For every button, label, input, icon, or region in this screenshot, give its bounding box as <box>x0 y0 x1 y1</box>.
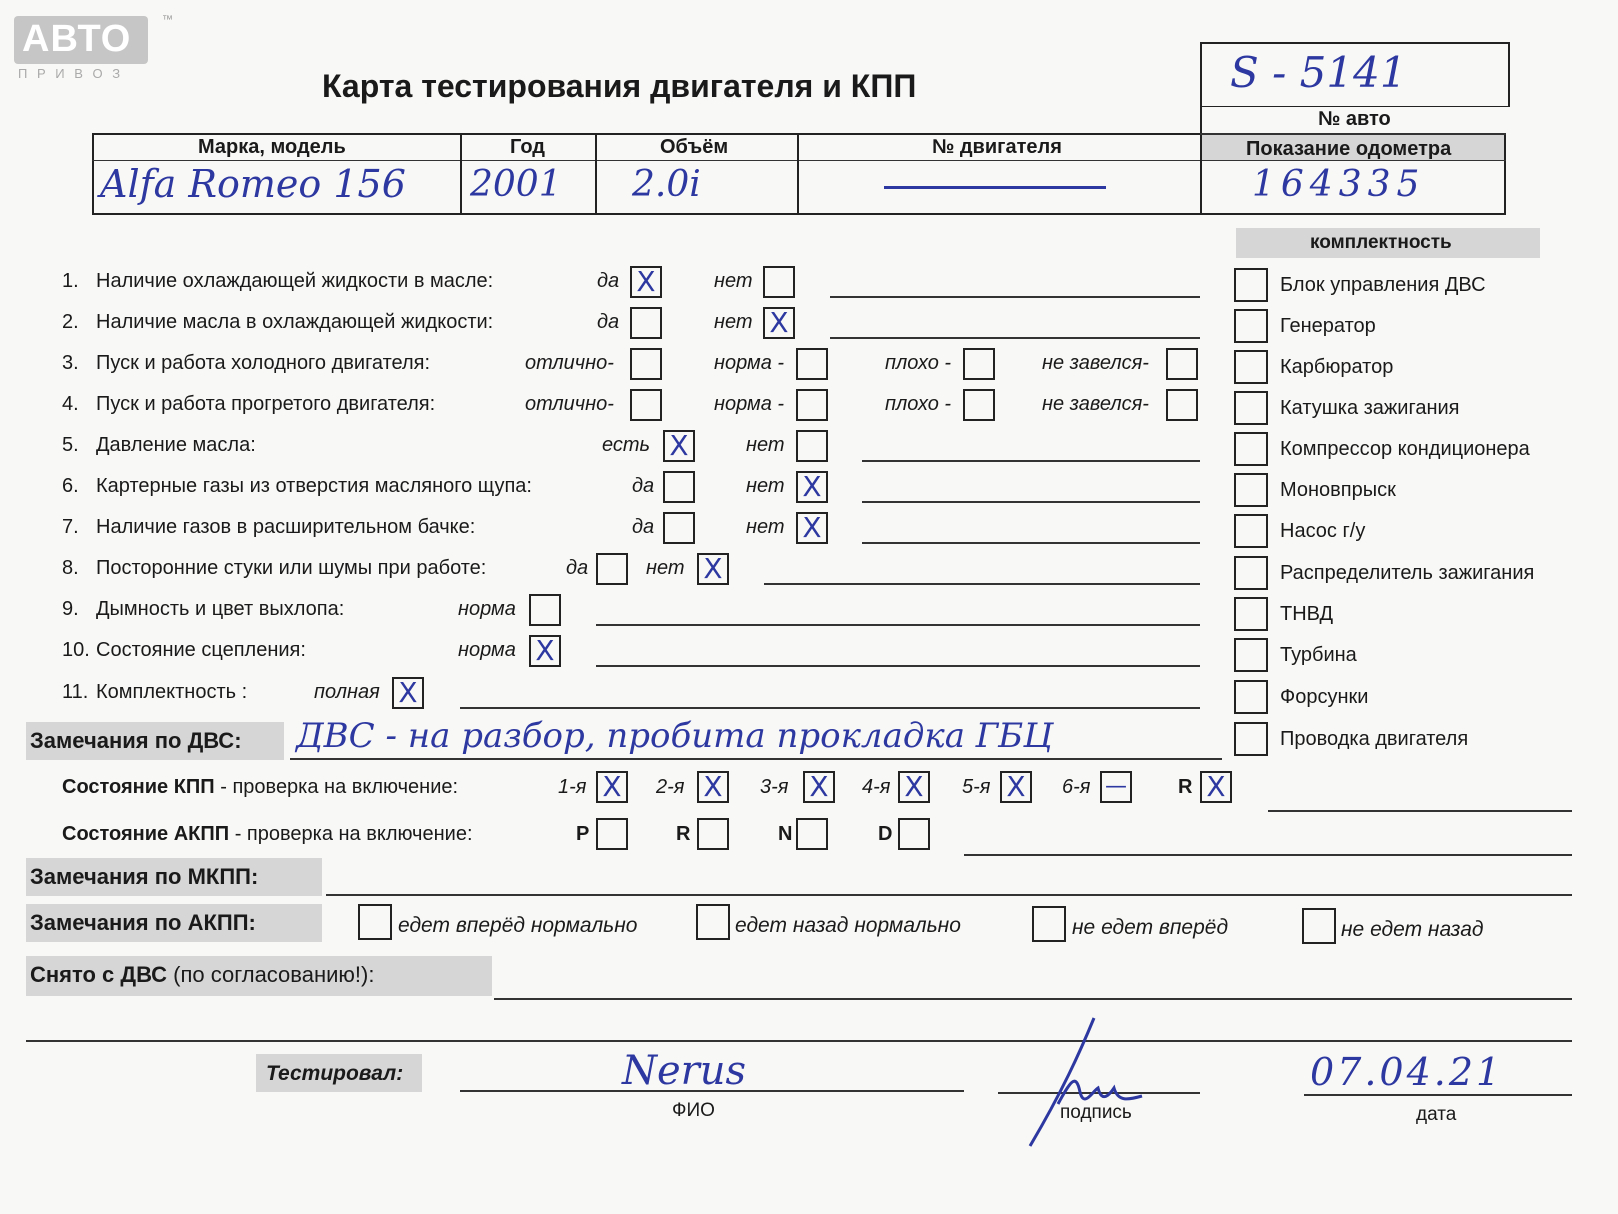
kpp-gear-4-checkbox[interactable] <box>898 771 930 803</box>
komplekt-checkbox-10[interactable] <box>1234 638 1268 672</box>
row-4-norma-label: норма - <box>714 393 785 415</box>
row-3-ne-zavelsya-label: не завелся- <box>1042 352 1149 374</box>
page-title: Карта тестирования двигателя и КПП <box>322 68 917 104</box>
signature-image <box>1010 1012 1160 1152</box>
row-2-da-label: да <box>597 311 620 333</box>
row-2-comment-line <box>830 337 1200 339</box>
row-8-number: 8. <box>62 557 79 579</box>
col-divider-2 <box>595 133 597 215</box>
row-5-net-checkbox[interactable] <box>796 430 828 462</box>
row-7-comment-line <box>862 542 1200 544</box>
komplekt-item-11: Форсунки <box>1280 686 1369 708</box>
row-6-comment-line <box>862 501 1200 503</box>
check-mark: X <box>669 429 689 462</box>
komplekt-checkbox-6[interactable] <box>1234 473 1268 507</box>
row-11-polnaya-checkbox[interactable] <box>392 677 424 709</box>
check-mark: X <box>535 634 555 667</box>
row-3-ne-zavelsya-checkbox[interactable] <box>1166 348 1198 380</box>
row-5-comment-line <box>862 460 1200 462</box>
logo-main-text: АВТО <box>22 18 132 60</box>
akpp-opt-1-label: едет вперёд нормально <box>398 914 638 937</box>
akpp-opt-1-checkbox[interactable] <box>358 904 392 940</box>
komplekt-item-9: ТНВД <box>1280 603 1334 625</box>
row-2-net-checkbox[interactable] <box>763 307 795 339</box>
row-9-norma-checkbox[interactable] <box>529 594 561 626</box>
row-8-net-checkbox[interactable] <box>697 553 729 585</box>
komplekt-checkbox-5[interactable] <box>1234 432 1268 466</box>
check-mark: X <box>904 770 924 803</box>
tester-name: Nerus <box>622 1048 747 1094</box>
kpp-gear-2-checkbox[interactable] <box>697 771 729 803</box>
komplekt-checkbox-4[interactable] <box>1234 391 1268 425</box>
row-2-text: Наличие масла в охлаждающей жидкости: <box>96 311 494 333</box>
remarks-engine-value: ДВС - на разбор, пробита прокладка ГБЦ <box>296 716 1053 756</box>
auto-number-box <box>1200 42 1510 107</box>
row-8-comment-line <box>764 583 1200 585</box>
odometer-top-divider <box>1200 133 1506 135</box>
row-2-net-label: нет <box>714 311 753 333</box>
removed-label-rest: (по согласованию!): <box>167 962 375 987</box>
row-5-est-checkbox[interactable] <box>663 430 695 462</box>
remarks-akpp-label: Замечания по АКПП: <box>30 910 256 935</box>
row-2-da-checkbox[interactable] <box>630 307 662 339</box>
row-5-text: Давление масла: <box>96 434 256 456</box>
akpp-opt-2-checkbox[interactable] <box>696 904 730 940</box>
akpp-mode-d-label: D <box>878 823 893 845</box>
row-3-norma-checkbox[interactable] <box>796 348 828 380</box>
remarks-engine-label: Замечания по ДВС: <box>30 728 242 753</box>
row-1-da-checkbox[interactable] <box>630 266 662 298</box>
make-value: Alfa Romeo 156 <box>100 162 406 206</box>
row-4-ploho-checkbox[interactable] <box>963 389 995 421</box>
komplekt-checkbox-8[interactable] <box>1234 556 1268 590</box>
akpp-opt-3-label: не едет вперёд <box>1072 916 1229 939</box>
kpp-gear-5-checkbox[interactable] <box>1000 771 1032 803</box>
komplekt-item-10: Турбина <box>1280 644 1357 666</box>
logo-tm: ™ <box>162 14 173 26</box>
row-10-text: Состояние сцепления: <box>96 639 306 661</box>
akpp-opt-4-checkbox[interactable] <box>1302 908 1336 944</box>
row-6-da-label: да <box>632 475 655 497</box>
removed-line-1 <box>494 998 1572 1000</box>
kpp-label <box>62 776 458 799</box>
akpp-mode-d-checkbox[interactable] <box>898 818 930 850</box>
logo <box>14 14 173 64</box>
kpp-gear-2-label: 2-я <box>656 776 685 798</box>
check-mark: X <box>809 770 829 803</box>
row-1-da-label: да <box>597 270 620 292</box>
row-5-number: 5. <box>62 434 79 456</box>
row-4-text: Пуск и работа прогретого двигателя: <box>96 393 436 415</box>
row-6-net-checkbox[interactable] <box>796 471 828 503</box>
row-6-text: Картерные газы из отверстия масляного щупа: <box>96 475 532 497</box>
row-10-norma-checkbox[interactable] <box>529 635 561 667</box>
row-7-da-label: да <box>632 516 655 538</box>
komplekt-item-8: Распределитель зажигания <box>1280 562 1535 584</box>
row-11-comment-line <box>460 707 1200 709</box>
row-7-net-checkbox[interactable] <box>796 512 828 544</box>
komplekt-checkbox-11[interactable] <box>1234 680 1268 714</box>
tested-label: Тестировал: <box>266 1062 404 1085</box>
komplektnost-title: комплектность <box>1310 232 1452 253</box>
kpp-gear-r-checkbox[interactable] <box>1200 771 1232 803</box>
kpp-gear-r-label: R <box>1178 776 1193 798</box>
year-value: 2001 <box>470 164 562 205</box>
komplekt-checkbox-7[interactable] <box>1234 514 1268 548</box>
col-make-header: Марка, модель <box>198 136 346 158</box>
row-3-norma-label: норма - <box>714 352 785 374</box>
komplekt-item-1: Блок управления ДВС <box>1280 274 1486 296</box>
removed-label-bold: Снято с ДВС <box>30 962 168 987</box>
col-divider-1 <box>460 133 462 215</box>
row-7-net-label: нет <box>746 516 785 538</box>
row-3-ploho-label: плохо - <box>885 352 952 374</box>
col-odometer-header: Показание одометра <box>1246 138 1452 160</box>
row-3-ploho-checkbox[interactable] <box>963 348 995 380</box>
check-mark: X <box>602 770 622 803</box>
row-11-text: Комплектность : <box>96 681 248 703</box>
kpp-gear-6-label: 6-я <box>1062 776 1091 798</box>
row-8-text: Посторонние стуки или шумы при работе: <box>96 557 487 579</box>
check-mark: X <box>703 552 723 585</box>
check-mark: X <box>636 265 656 298</box>
row-5-net-label: нет <box>746 434 785 456</box>
row-11-number: 11. <box>62 681 89 703</box>
row-11-polnaya-label: полная <box>314 681 380 703</box>
row-4-ploho-label: плохо - <box>885 393 952 415</box>
fio-label: ФИО <box>672 1100 715 1121</box>
row-1-net-checkbox[interactable] <box>763 266 795 298</box>
check-mark: X <box>1006 770 1026 803</box>
dash-mark: — <box>1105 774 1127 799</box>
row-5-est-label: есть <box>602 434 651 456</box>
col-year-header: Год <box>510 136 545 158</box>
col-engine-no-header: № двигателя <box>932 136 1062 158</box>
row-4-ne-zavelsya-checkbox[interactable] <box>1166 389 1198 421</box>
row-7-text: Наличие газов в расширительном бачке: <box>96 516 476 538</box>
komplekt-item-7: Насос г/у <box>1280 520 1366 542</box>
akpp-comment-line <box>964 854 1572 856</box>
row-4-otlichno-checkbox[interactable] <box>630 389 662 421</box>
akpp-mode-n-label: N <box>778 823 793 845</box>
akpp-mode-n-checkbox[interactable] <box>796 818 828 850</box>
row-3-otlichno-label: отлично- <box>525 352 614 374</box>
row-1-comment-line <box>830 296 1200 298</box>
row-3-number: 3. <box>62 352 79 374</box>
komplekt-checkbox-3[interactable] <box>1234 350 1268 384</box>
kpp-gear-3-label: 3-я <box>760 776 789 798</box>
komplekt-item-6: Моновпрыск <box>1280 479 1396 501</box>
row-8-da-label: да <box>566 557 589 579</box>
row-6-da-checkbox[interactable] <box>663 471 695 503</box>
removed-label <box>30 962 374 988</box>
kpp-label-rest: - проверка на включение: <box>214 776 459 798</box>
auto-number-value: S - 5141 <box>1230 48 1407 97</box>
kpp-gear-1-checkbox[interactable] <box>596 771 628 803</box>
row-10-norma-label: норма <box>458 639 516 661</box>
auto-number-label: № авто <box>1318 108 1391 130</box>
akpp-opt-3-checkbox[interactable] <box>1032 906 1066 942</box>
remarks-mkpp-line <box>326 894 1572 896</box>
row-9-norma-label: норма <box>458 598 516 620</box>
row-9-comment-line <box>596 624 1200 626</box>
logo-subtitle: П Р И В О З <box>18 66 124 81</box>
row-10-comment-line <box>596 665 1200 667</box>
kpp-gear-6-checkbox[interactable] <box>1100 771 1132 803</box>
akpp-opt-4-label: не едет назад <box>1341 918 1484 941</box>
row-2-number: 2. <box>62 311 79 333</box>
komplekt-checkbox-12[interactable] <box>1234 722 1268 756</box>
akpp-label-bold: Состояние АКПП <box>62 823 230 845</box>
row-9-text: Дымность и цвет выхлопа: <box>96 598 345 620</box>
col-divider-4 <box>1200 42 1202 215</box>
row-7-number: 7. <box>62 516 79 538</box>
row-6-net-label: нет <box>746 475 785 497</box>
akpp-mode-r-checkbox[interactable] <box>697 818 729 850</box>
row-3-text: Пуск и работа холодного двигателя: <box>96 352 431 374</box>
col-divider-3 <box>797 133 799 215</box>
row-9-number: 9. <box>62 598 79 620</box>
row-8-da-checkbox[interactable] <box>596 553 628 585</box>
volume-value: 2.0i <box>632 164 701 205</box>
row-10-number: 10. <box>62 639 90 661</box>
akpp-mode-p-label: P <box>576 823 590 845</box>
komplekt-checkbox-1[interactable] <box>1234 268 1268 302</box>
row-1-number: 1. <box>62 270 79 292</box>
fio-line <box>460 1090 964 1092</box>
akpp-opt-2-label: едет назад нормально <box>735 914 961 937</box>
row-1-text: Наличие охлаждающей жидкости в масле: <box>96 270 494 292</box>
row-6-number: 6. <box>62 475 79 497</box>
komplekt-item-5: Компрессор кондиционера <box>1280 438 1530 460</box>
date-label: дата <box>1416 1104 1457 1125</box>
kpp-gear-3-checkbox[interactable] <box>803 771 835 803</box>
kpp-comment-line <box>1268 810 1572 812</box>
akpp-label-rest: - проверка на включение: <box>229 823 473 845</box>
row-8-net-label: нет <box>646 557 685 579</box>
akpp-mode-p-checkbox[interactable] <box>596 818 628 850</box>
kpp-label-bold: Состояние КПП <box>62 776 215 798</box>
remarks-engine-line <box>290 758 1222 760</box>
date-value: 07.04.21 <box>1310 1050 1504 1094</box>
komplekt-checkbox-2[interactable] <box>1234 309 1268 343</box>
row-3-otlichno-checkbox[interactable] <box>630 348 662 380</box>
remarks-mkpp-label: Замечания по МКПП: <box>30 864 259 889</box>
row-4-norma-checkbox[interactable] <box>796 389 828 421</box>
komplekt-checkbox-9[interactable] <box>1234 597 1268 631</box>
row-4-ne-zavelsya-label: не завелся- <box>1042 393 1149 415</box>
kpp-gear-1-label: 1-я <box>558 776 587 798</box>
kpp-gear-4-label: 4-я <box>862 776 891 798</box>
check-mark: X <box>1206 770 1226 803</box>
row-4-number: 4. <box>62 393 79 415</box>
komplekt-item-3: Карбюратор <box>1280 356 1394 378</box>
check-mark: X <box>769 306 789 339</box>
check-mark: X <box>802 511 822 544</box>
akpp-label <box>62 823 473 846</box>
row-4-otlichno-label: отлично- <box>525 393 614 415</box>
komplekt-item-12: Проводка двигателя <box>1280 728 1469 750</box>
removed-line-2 <box>26 1040 1572 1042</box>
row-7-da-checkbox[interactable] <box>663 512 695 544</box>
check-mark: X <box>398 676 418 709</box>
akpp-mode-r-label: R <box>676 823 691 845</box>
check-mark: X <box>802 470 822 503</box>
odometer-value: 164335 <box>1252 164 1426 205</box>
komplekt-item-4: Катушка зажигания <box>1280 397 1460 419</box>
signature-label: подпись <box>1060 1102 1132 1123</box>
check-mark: X <box>703 770 723 803</box>
engine-no-dash <box>884 186 1106 189</box>
date-line <box>1304 1094 1572 1096</box>
komplekt-item-2: Генератор <box>1280 315 1376 337</box>
kpp-gear-5-label: 5-я <box>962 776 991 798</box>
col-volume-header: Объём <box>660 136 729 158</box>
row-1-net-label: нет <box>714 270 753 292</box>
